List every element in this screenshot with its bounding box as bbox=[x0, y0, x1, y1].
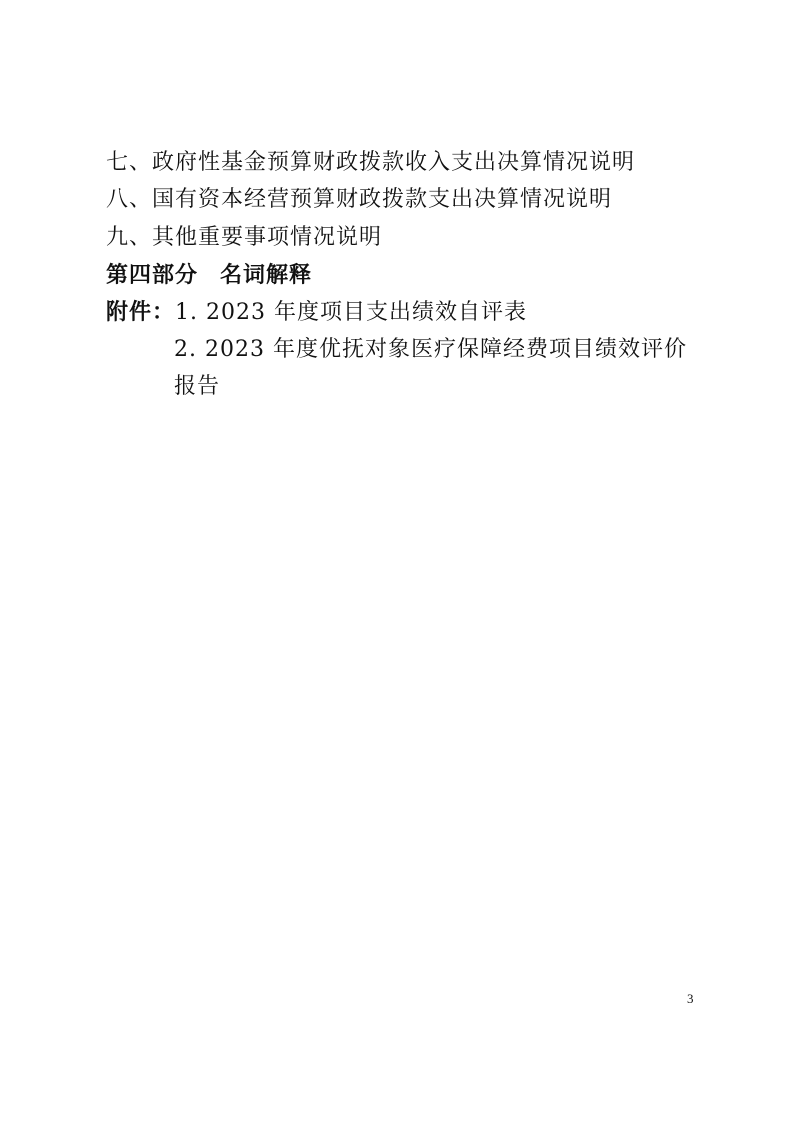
toc-item-9: 九、其他重要事项情况说明 bbox=[106, 225, 383, 250]
page-number: 3 bbox=[687, 991, 694, 1006]
toc-item-7: 七、政府性基金预算财政拨款收入支出决算情况说明 bbox=[106, 150, 636, 175]
attachments-label: 附件： bbox=[106, 299, 176, 325]
part-four-label: 第四部分 bbox=[106, 262, 199, 288]
attachment-item-2-line-1: 2. 2023 年度优抚对象医疗保障经费项目绩效评价 bbox=[174, 337, 687, 362]
toc-item-8: 八、国有资本经营预算财政拨款支出决算情况说明 bbox=[106, 187, 613, 212]
part-four-title: 名词解释 bbox=[220, 262, 313, 288]
part-four-heading bbox=[106, 261, 312, 289]
attachment-line-1 bbox=[106, 298, 527, 327]
attachment-item-1: 1. 2023 年度项目支出绩效自评表 bbox=[175, 300, 527, 325]
attachment-item-2-line-2: 报告 bbox=[174, 374, 221, 399]
